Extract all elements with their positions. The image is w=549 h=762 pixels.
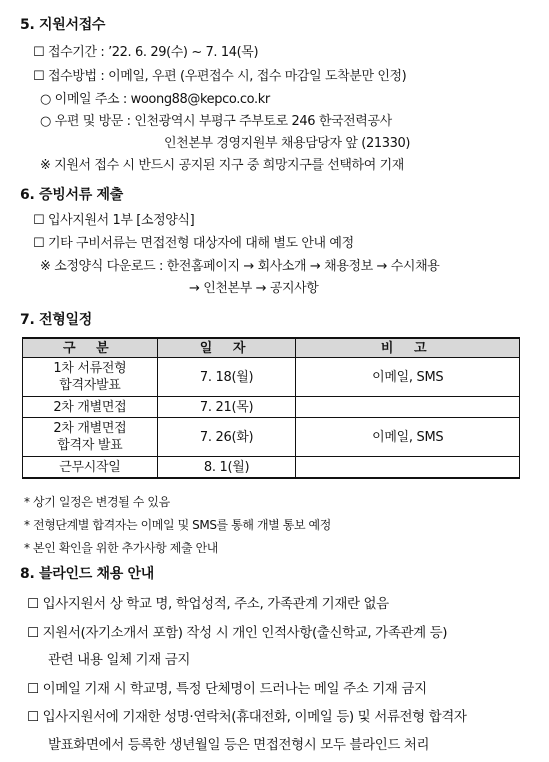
section-5-title: 5. 지원서접수 — [20, 17, 106, 33]
table-row — [23, 457, 520, 479]
row-note — [296, 457, 520, 479]
sec8-line-2: ☐ 지원서(자기소개서 포함) 작성 시 개인 인적사항(출신학교, 가족관계 등) — [27, 625, 448, 641]
table-row — [23, 358, 520, 397]
row-stage: 근무시작일 — [23, 457, 158, 479]
section-8-title: 8. 블라인드 채용 안내 — [20, 566, 154, 582]
row-note: 이메일, SMS — [296, 418, 520, 457]
sec5-method-line: ☐ 접수방법 : 이메일, 우편 (우편접수 시, 접수 마감일 도착분만 인정) — [33, 69, 407, 84]
table-header-row — [23, 338, 520, 358]
sec8-line-2-cont: 관련 내용 일체 기재 금지 — [48, 652, 190, 668]
sec6-application-line: ☐ 입사지원서 1부 [소정양식] — [33, 213, 195, 228]
sec5-email-line: ○ 이메일 주소 : woong88@kepco.co.kr — [40, 92, 270, 107]
sec6-download-line-2: → 인천본부 → 공지사항 — [189, 281, 319, 296]
row-date: 7. 18(월) — [157, 358, 296, 397]
table-row — [23, 418, 520, 457]
schedule-note: * 전형단계별 합격자는 이메일 및 SMS를 통해 개별 통보 예정 — [24, 518, 331, 532]
header-date: 일 자 — [157, 338, 296, 358]
row-date: 8. 1(월) — [157, 457, 296, 479]
row-stage: 2차 개별면접 — [23, 397, 158, 418]
row-date: 7. 26(화) — [157, 418, 296, 457]
schedule-table — [22, 337, 520, 479]
sec5-period-line: ☐ 접수기간 : ’22. 6. 29(수) ~ 7. 14(목) — [33, 45, 259, 60]
sec8-line-4: ☐ 입사지원서에 기재한 성명·연락처(휴대전화, 이메일 등) 및 서류전형 합격자 — [27, 709, 467, 725]
sec8-line-1: ☐ 입사지원서 상 학교 명, 학업성적, 주소, 가족관계 기재란 없음 — [27, 596, 389, 612]
sec5-address-line: ○ 우편 및 방문 : 인천광역시 부평구 주부토로 246 한국전력공사 — [40, 114, 392, 129]
sec8-line-3: ☐ 이메일 기재 시 학교명, 특정 단체명이 드러나는 메일 주소 기재 금지 — [27, 681, 427, 697]
header-stage: 구 분 — [23, 338, 158, 358]
section-6-title: 6. 증빙서류 제출 — [20, 187, 123, 203]
row-date: 7. 21(목) — [157, 397, 296, 418]
sec8-line-4-cont: 발표화면에서 등록한 생년월일 등은 면접전형시 모두 블라인드 처리 — [48, 737, 430, 753]
row-note: 이메일, SMS — [296, 358, 520, 397]
sec5-note-line: ※ 지원서 접수 시 반드시 공지된 지구 중 희망지구를 선택하여 기재 — [40, 158, 404, 173]
row-stage: 1차 서류전형 합격자발표 — [23, 358, 158, 397]
schedule-note: * 본인 확인을 위한 추가사항 제출 안내 — [24, 541, 218, 555]
table-row — [23, 397, 520, 418]
section-7-title: 7. 전형일정 — [20, 312, 92, 328]
schedule-note: * 상기 일정은 변경될 수 있음 — [24, 495, 170, 509]
sec6-download-line: ※ 소정양식 다운로드 : 한전홈페이지 → 회사소개 → 채용정보 → 수시채용 — [40, 259, 440, 274]
row-note — [296, 397, 520, 418]
sec6-other-docs-line: ☐ 기타 구비서류는 면접전형 대상자에 대해 별도 안내 예정 — [33, 236, 354, 251]
header-note: 비 고 — [296, 338, 520, 358]
row-stage: 2차 개별면접 합격자 발표 — [23, 418, 158, 457]
sec5-address-line-2: 인천본부 경영지원부 채용담당자 앞 (21330) — [164, 136, 410, 151]
